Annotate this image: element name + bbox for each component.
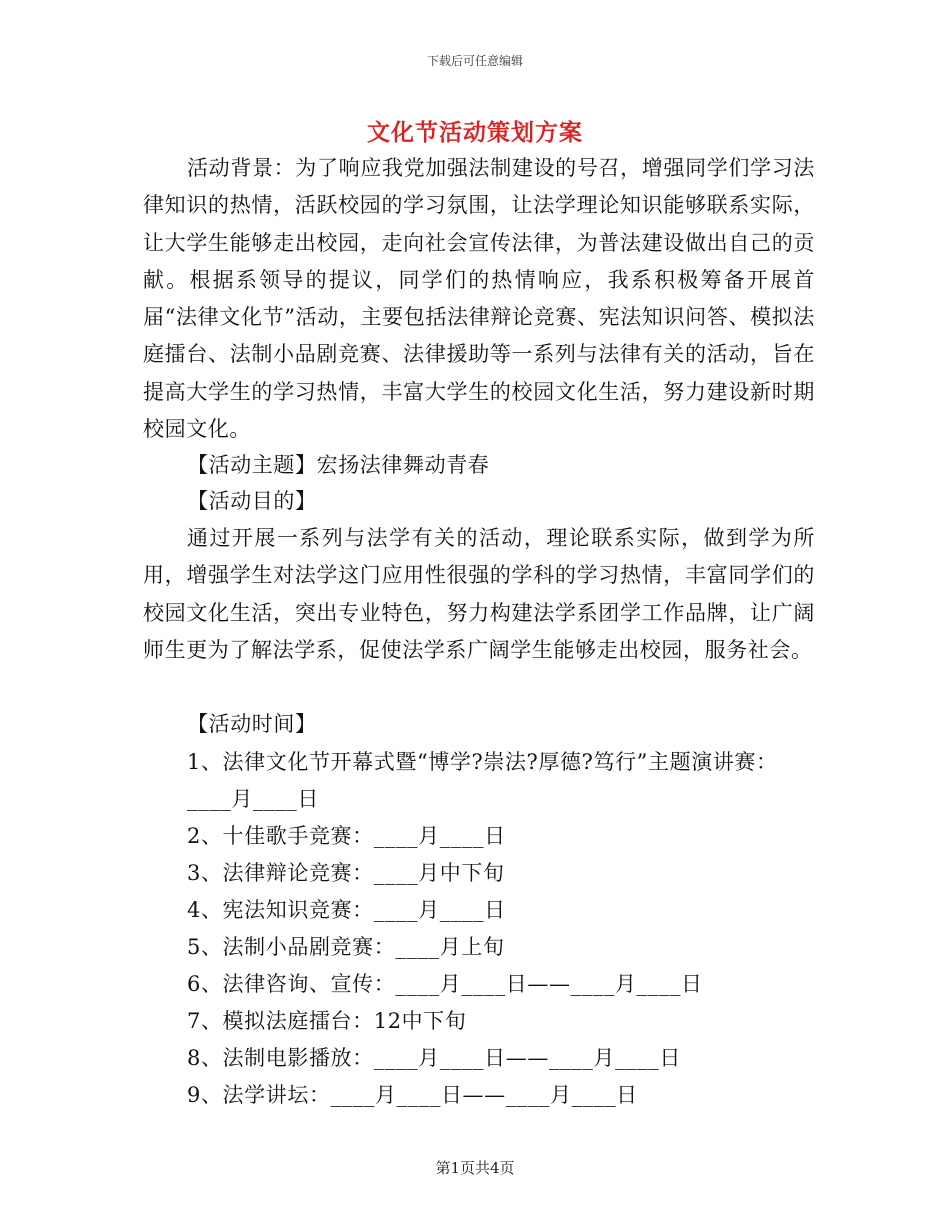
schedule-item: 9、法学讲坛：____月____日——____月____日 bbox=[187, 1083, 638, 1107]
purpose-heading: 【活动目的】 bbox=[187, 489, 317, 513]
schedule-item: 6、法律咨询、宣传：____月____日——____月____日 bbox=[187, 972, 703, 996]
header-note: 下载后可任意编辑 bbox=[426, 54, 523, 68]
document-title: 文化节活动策划方案 bbox=[367, 119, 583, 146]
time-heading: 【活动时间】 bbox=[187, 712, 317, 736]
background-paragraph: 活动背景：为了响应我党加强法制建设的号召，增强同学们学习法律知识的热情，活跃校园的学习氛围，让法学理论知识能够联系实际，让大学生能够走出校园，走向社会宣传法律，为普法建设做出自己的贡献。根据系领导的提议，同学们的热情响应，我系积极筹备开展首届“法律文化节”活动，主要包括法律辩论竞赛、宪法知识问答、模拟法庭擂台、法制小品剧竞赛、法律援助等一系列与法律有关的活动，旨在提高大学生的学习热情，丰富大学生的校园文化生活，努力建设新时期校园文化。 bbox=[143, 156, 815, 442]
schedule-item: 4、宪法知识竞赛：____月____日 bbox=[187, 898, 506, 922]
schedule-item: 1、法律文化节开幕式暨“博学?崇法?厚德?笃行”主题演讲赛： bbox=[187, 750, 778, 774]
schedule-item: 7、模拟法庭擂台：12中下旬 bbox=[187, 1009, 467, 1033]
purpose-paragraph: 通过开展一系列与法学有关的活动，理论联系实际，做到学为所用，增强学生对法学这门应用性很强的学科的学习热情，丰富同学们的校园文化生活，突出专业特色，努力构建法学系团学工作品牌，让广阔师生更为了解法学系，促使法学系广阔学生能够走出校园，服务社会。 bbox=[143, 526, 815, 662]
schedule-item: 2、十佳歌手竞赛：____月____日 bbox=[187, 824, 506, 848]
schedule-item: 5、法制小品剧竞赛：____月上旬 bbox=[187, 935, 505, 959]
theme-line: 【活动主题】宏扬法律舞动青春 bbox=[187, 453, 490, 477]
schedule-item: ____月____日 bbox=[187, 787, 319, 811]
page-footer: 第1页共4页 bbox=[435, 1159, 515, 1177]
schedule-item: 3、法律辩论竞赛：____月中下旬 bbox=[187, 861, 505, 885]
schedule-item: 8、法制电影播放：____月____日——____月____日 bbox=[187, 1046, 681, 1070]
